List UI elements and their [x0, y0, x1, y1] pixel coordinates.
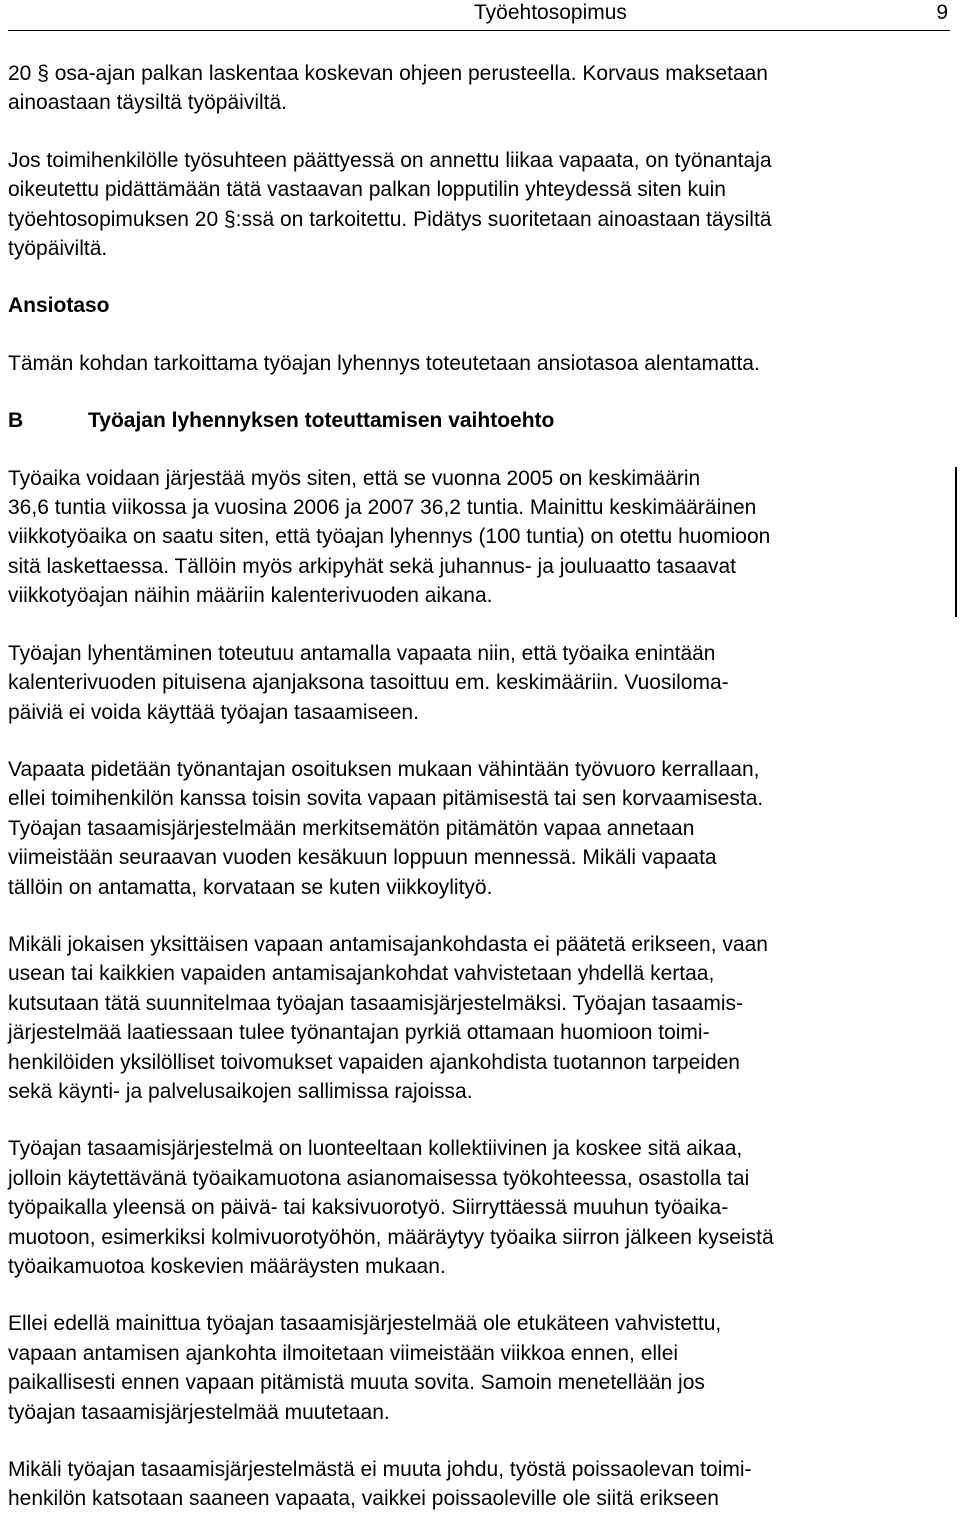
text-line: Mikäli jokaisen yksittäisen vapaan antamisajankohdasta ei päätetä erikseen, vaan	[8, 932, 768, 956]
text-line: päiviä ei voida käyttää työajan tasaamiseen.	[8, 700, 419, 724]
paragraph	[8, 639, 952, 727]
text-line: kutsutaan tätä suunnitelmaa työajan tasaamisjärjestelmäksi. Työajan tasaamis-	[8, 991, 743, 1015]
text-line: muotoon, esimerkiksi kolmivuorotyöhön, määräytyy työaika siirron jälkeen kyseistä	[8, 1225, 774, 1249]
ansiotaso-paragraph	[8, 349, 952, 378]
text-line: jolloin käytettävänä työaikamuotona asianomaisessa työkohteessa, osastolla tai	[8, 1166, 750, 1190]
text-line: Mikäli työajan tasaamisjärjestelmästä ei muuta johdu, työstä poissaolevan toimi-	[8, 1458, 752, 1482]
text-line: 20 § osa-ajan palkan laskentaa koskevan ohjeen perusteella. Korvaus maksetaan	[8, 62, 768, 85]
section-b-heading	[8, 406, 952, 435]
paragraph	[8, 464, 952, 611]
text-line: Työajan tasaamisjärjestelmään merkitsemätön pitämätön vapaa annetaan	[8, 816, 695, 840]
ansiotaso-heading: Ansiotaso	[8, 294, 110, 318]
text-line: henkilöiden yksilölliset toivomukset vapaiden ajankohdista tuotannon tarpeiden	[8, 1050, 740, 1074]
text-line: Vapaata pidetään työnantajan osoituksen mukaan vähintään työvuoro kerrallaan,	[8, 757, 760, 781]
page-number: 9	[936, 1, 948, 24]
text-line: työpäiviltä.	[8, 237, 108, 261]
text-line: sitä laskettaessa. Tällöin myös arkipyhät sekä juhannus- ja jouluaatto tasaavat	[8, 554, 737, 578]
text-line: ainoastaan täysiltä työpäiviltä.	[8, 91, 287, 115]
text-line: Työaika voidaan järjestää myös siten, että se vuonna 2005 on keskimäärin	[8, 466, 701, 490]
section-letter: B	[8, 409, 24, 433]
text-line: työaikamuotoa koskevien määräysten mukaan.	[8, 1255, 446, 1278]
text-line: ellei toimihenkilön kanssa toisin sovita vapaan pitämisestä tai sen korvaamisesta.	[8, 787, 764, 811]
revision-change-bar	[955, 467, 957, 617]
text-line: työajan tasaamisjärjestelmää muutetaan.	[8, 1400, 390, 1424]
text-line: Jos toimihenkilölle työsuhteen päättyessä on annettu liikaa vapaata, on työnantaja	[8, 148, 772, 172]
text-line: paikallisesti ennen vapaan pitämistä muuta sovita. Samoin menetellään jos	[8, 1371, 705, 1395]
document-body	[8, 59, 952, 1514]
text-line: työpaikalla yleensä on päivä- tai kaksivuorotyö. Siirryttäessä muuhun työaika-	[8, 1196, 729, 1220]
text-line: Tämän kohdan tarkoittama työajan lyhennys toteutetaan ansiotasoa alentamatta.	[8, 351, 760, 375]
paragraph	[8, 1455, 952, 1514]
paragraph	[8, 1134, 952, 1281]
text-line: tällöin on antamatta, korvataan se kuten viikkoylityö.	[8, 875, 493, 899]
text-line: oikeutettu pidättämään tätä vastaavan palkan lopputilin yhteydessä siten kuin	[8, 178, 726, 202]
text-line: henkilön katsotaan saaneen vapaata, vaikkei poissaoleville ole siitä erikseen	[8, 1487, 719, 1511]
paragraph	[8, 59, 952, 118]
text-line: Työajan tasaamisjärjestelmä on luonteeltaan kollektiivinen ja koskee sitä aikaa,	[8, 1137, 743, 1161]
text-line: vapaan antamisen ajankohta ilmoitetaan viimeistään viikkoa ennen, ellei	[8, 1341, 679, 1365]
page-header	[8, 0, 950, 31]
text-line: viikkotyöaika on saatu siten, että työajan lyhennys (100 tuntia) on otettu huomioon	[8, 525, 771, 549]
paragraph	[8, 930, 952, 1106]
text-line: järjestelmää laatiessaan tulee työnantajan pyrkiä ottamaan huomioon toimi-	[8, 1021, 710, 1045]
running-header-title: Työehtosopimus	[474, 1, 627, 24]
section-title: Työajan lyhennyksen toteuttamisen vaihtoehto	[88, 409, 555, 433]
text-line: työehtosopimuksen 20 §:ssä on tarkoitettu. Pidätys suoritetaan ainoastaan täysiltä	[8, 207, 772, 231]
text-line: viikkotyöajan näihin määriin kalenterivuoden aikana.	[8, 584, 493, 608]
text-line: viimeistään seuraavan vuoden kesäkuun loppuun mennessä. Mikäli vapaata	[8, 846, 717, 870]
paragraph	[8, 1309, 952, 1427]
paragraph	[8, 146, 952, 264]
text-line: Ellei edellä mainittua työajan tasaamisjärjestelmää ole etukäteen vahvistettu,	[8, 1312, 722, 1336]
text-line: 36,6 tuntia viikossa ja vuosina 2006 ja 2007 36,2 tuntia. Mainittu keskimääräinen	[8, 496, 757, 520]
text-line: kalenterivuoden pituisena ajanjaksona tasoittuu em. keskimääriin. Vuosiloma-	[8, 671, 729, 695]
text-line: sekä käynti- ja palvelusaikojen sallimissa rajoissa.	[8, 1079, 473, 1103]
text-line: usean tai kaikkien vapaiden antamisajankohdat vahvistetaan yhdellä kertaa,	[8, 962, 715, 986]
text-line: Työajan lyhentäminen toteutuu antamalla vapaata niin, että työaika enintään	[8, 641, 716, 665]
paragraph	[8, 755, 952, 902]
